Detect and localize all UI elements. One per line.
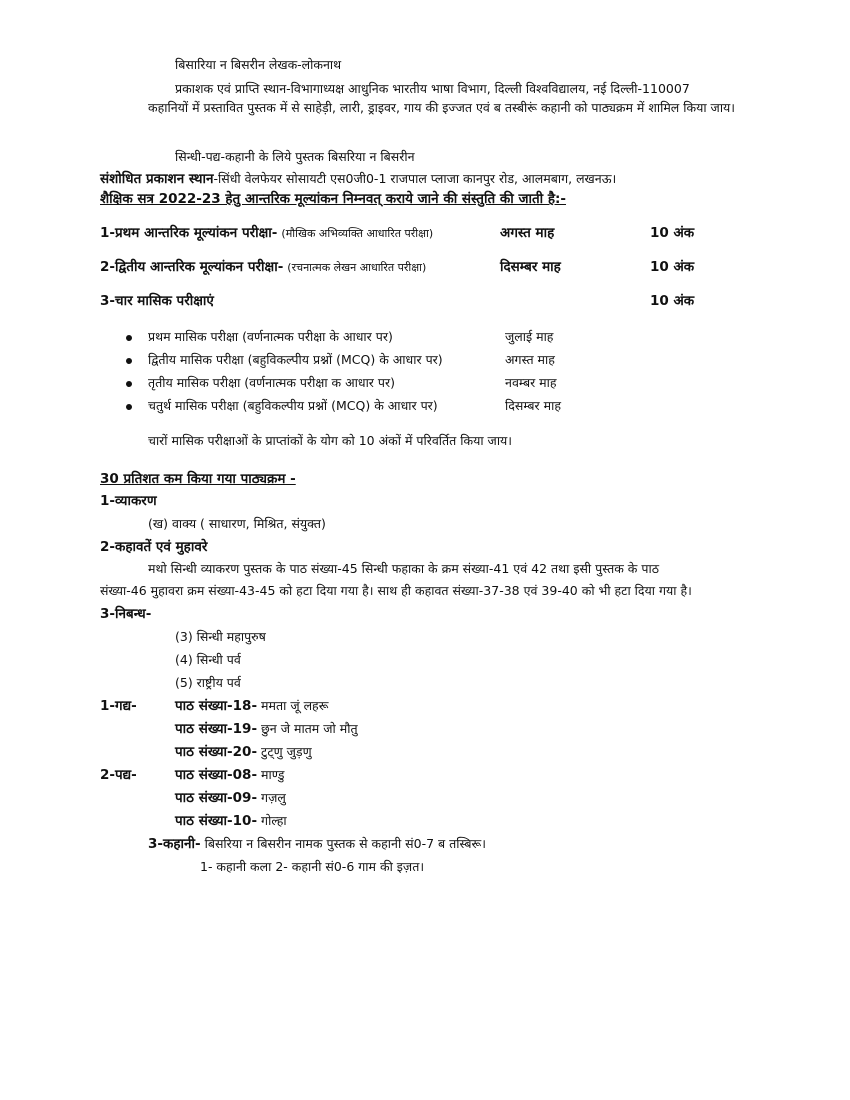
monthly-text: तृतीय मासिक परीक्षा (वर्णनात्मक परीक्षा क आधार पर) [148, 375, 395, 390]
list-item [175, 789, 286, 807]
assessment-month: अगस्त माह [500, 225, 555, 241]
lesson-number: पाठ संख्या-19- [175, 721, 258, 737]
bullet-icon [126, 358, 132, 364]
publish-place [100, 170, 616, 188]
list-item [175, 812, 287, 830]
essay-item: (3) सिन्धी महापुरुष [175, 629, 266, 644]
lesson-number: पाठ संख्या-20- [175, 744, 258, 760]
story-text: बिसरिया न बिसरीन नामक पुस्तक से कहानी सं0-7 ब तस्बिरू। [204, 836, 486, 851]
publish-text: -सिंधी वेलफेयर सोसायटी एस0जी0-1 राजपाल प्लाजा कानपुर रोड, आलमबाग, लखनऊ। [213, 171, 617, 186]
monthly-month: जुलाई माह [505, 329, 554, 344]
assessment-note: (रचनात्मक लेखन आधारित परीक्षा) [287, 261, 427, 274]
assessment-note: (मौखिक अभिव्यक्ति आधारित परीक्षा) [281, 227, 434, 240]
monthly-month: दिसम्बर माह [505, 398, 561, 413]
prose-label: 1-गद्य- [100, 698, 137, 714]
list-item [175, 743, 312, 761]
reduced-heading: 30 प्रतिशत कम किया गया पाठ्यक्रम - [100, 471, 296, 487]
poetry-label: 2-पद्य- [100, 767, 137, 783]
publisher-line: प्रकाशक एवं प्राप्ति स्थान-विभागाध्यक्ष आधुनिक भारतीय भाषा विभाग, दिल्ली विश्वविद्यालय, नई दिल्ली-110007 [175, 81, 690, 96]
proverbs-para-line2: संख्या-46 मुहावरा क्रम संख्या-43-45 को हटा दिया गया है। साथ ही कहावत संख्या-37-38 एवं 39-40 को भी हटा दिया गया है। [100, 583, 692, 598]
publish-label: संशोधित प्रकाशन स्थान [100, 171, 214, 187]
monthly-text: प्रथम मासिक परीक्षा (वर्णनात्मक परीक्षा के आधार पर) [148, 329, 393, 344]
grammar-label: 1-व्याकरण [100, 493, 157, 509]
lesson-title: माण्डु [261, 767, 285, 782]
monthly-text: द्वितीय मासिक परीक्षा (बहुविकल्पीय प्रश्नों (MCQ) के आधार पर) [148, 352, 443, 367]
assessment-label-wrap [100, 258, 426, 277]
bullet-icon [126, 335, 132, 341]
lesson-title: टुट्णु जुड़णु [261, 744, 312, 759]
list-item [175, 697, 328, 715]
monthly-text: चतुर्थ मासिक परीक्षा (बहुविकल्पीय प्रश्नों (MCQ) के आधार पर) [148, 398, 438, 413]
essay-item: (4) सिन्धी पर्व [175, 652, 241, 667]
essay-item: (5) राष्ट्रीय पर्व [175, 675, 241, 690]
lesson-title: गोल्हा [261, 813, 287, 828]
proverbs-label: 2-कहावतें एवं मुहावरे [100, 539, 208, 555]
book-title-line: बिसारिया न बिसरीन लेखक-लोकनाथ [175, 57, 342, 72]
lesson-number: पाठ संख्या-08- [175, 767, 258, 783]
essay-label: 3-निबन्ध- [100, 606, 152, 622]
assessment-label-wrap [100, 224, 433, 243]
lesson-title: गज़लु [261, 790, 286, 805]
grammar-item: (ख) वाक्य ( साधारण, मिश्रित, संयुक्त) [148, 516, 326, 531]
lesson-title: छुन जे मातम जो मौतु [261, 721, 358, 736]
lesson-title: ममता जूं लहरू [261, 698, 329, 713]
stories-paragraph: कहानियों में प्रस्तावित पुस्तक में से साहेड़ी, लारी, ड्राइवर, गाय की इज्जत एवं ब तस्बीरूं कहानी को पाठ्यक्रम में शामिल किया जाय। [148, 100, 736, 115]
session-heading: शैक्षिक सत्र 2022-23 हेतु आन्तरिक मूल्यांकन निम्नवत् कराये जाने की संस्तुति की जाती है:- [100, 191, 567, 207]
assessment-month: दिसम्बर माह [500, 259, 561, 275]
story-line [148, 835, 486, 853]
lesson-number: पाठ संख्या-09- [175, 790, 258, 806]
assessment-marks: 10 अंक [650, 293, 695, 309]
lesson-number: पाठ संख्या-18- [175, 698, 258, 714]
assessment-marks: 10 अंक [650, 225, 695, 241]
bullet-icon [126, 404, 132, 410]
assessment-label: 1-प्रथम आन्तरिक मूल्यांकन परीक्षा- [100, 225, 278, 241]
monthly-month: अगस्त माह [505, 352, 555, 367]
monthly-note: चारों मासिक परीक्षाओं के प्राप्तांकों के योग को 10 अंकों में परिवर्तित किया जाय। [148, 433, 513, 448]
lesson-number: पाठ संख्या-10- [175, 813, 258, 829]
proverbs-para-line1: मथो सिन्धी व्याकरण पुस्तक के पाठ संख्या-45 सिन्धी फहाका के क्रम संख्या-41 एवं 42 तथा इसी पुस्तक के पाठ [148, 561, 659, 576]
assessment-label: 2-द्वितीय आन्तरिक मूल्यांकन परीक्षा- [100, 259, 284, 275]
story-sub: 1- कहानी कला 2- कहानी सं0-6 गाम की इज़त। [200, 859, 425, 874]
list-item [175, 720, 358, 738]
assessment-label: 3-चार मासिक परीक्षाएं [100, 293, 214, 309]
story-label: 3-कहानी- [148, 836, 201, 852]
bullet-icon [126, 381, 132, 387]
monthly-month: नवम्बर माह [505, 375, 557, 390]
assessment-marks: 10 अंक [650, 259, 695, 275]
book-line: सिन्धी-पद्य-कहानी के लिये पुस्तक बिसरिया न बिसरीन [175, 149, 415, 164]
list-item [175, 766, 284, 784]
